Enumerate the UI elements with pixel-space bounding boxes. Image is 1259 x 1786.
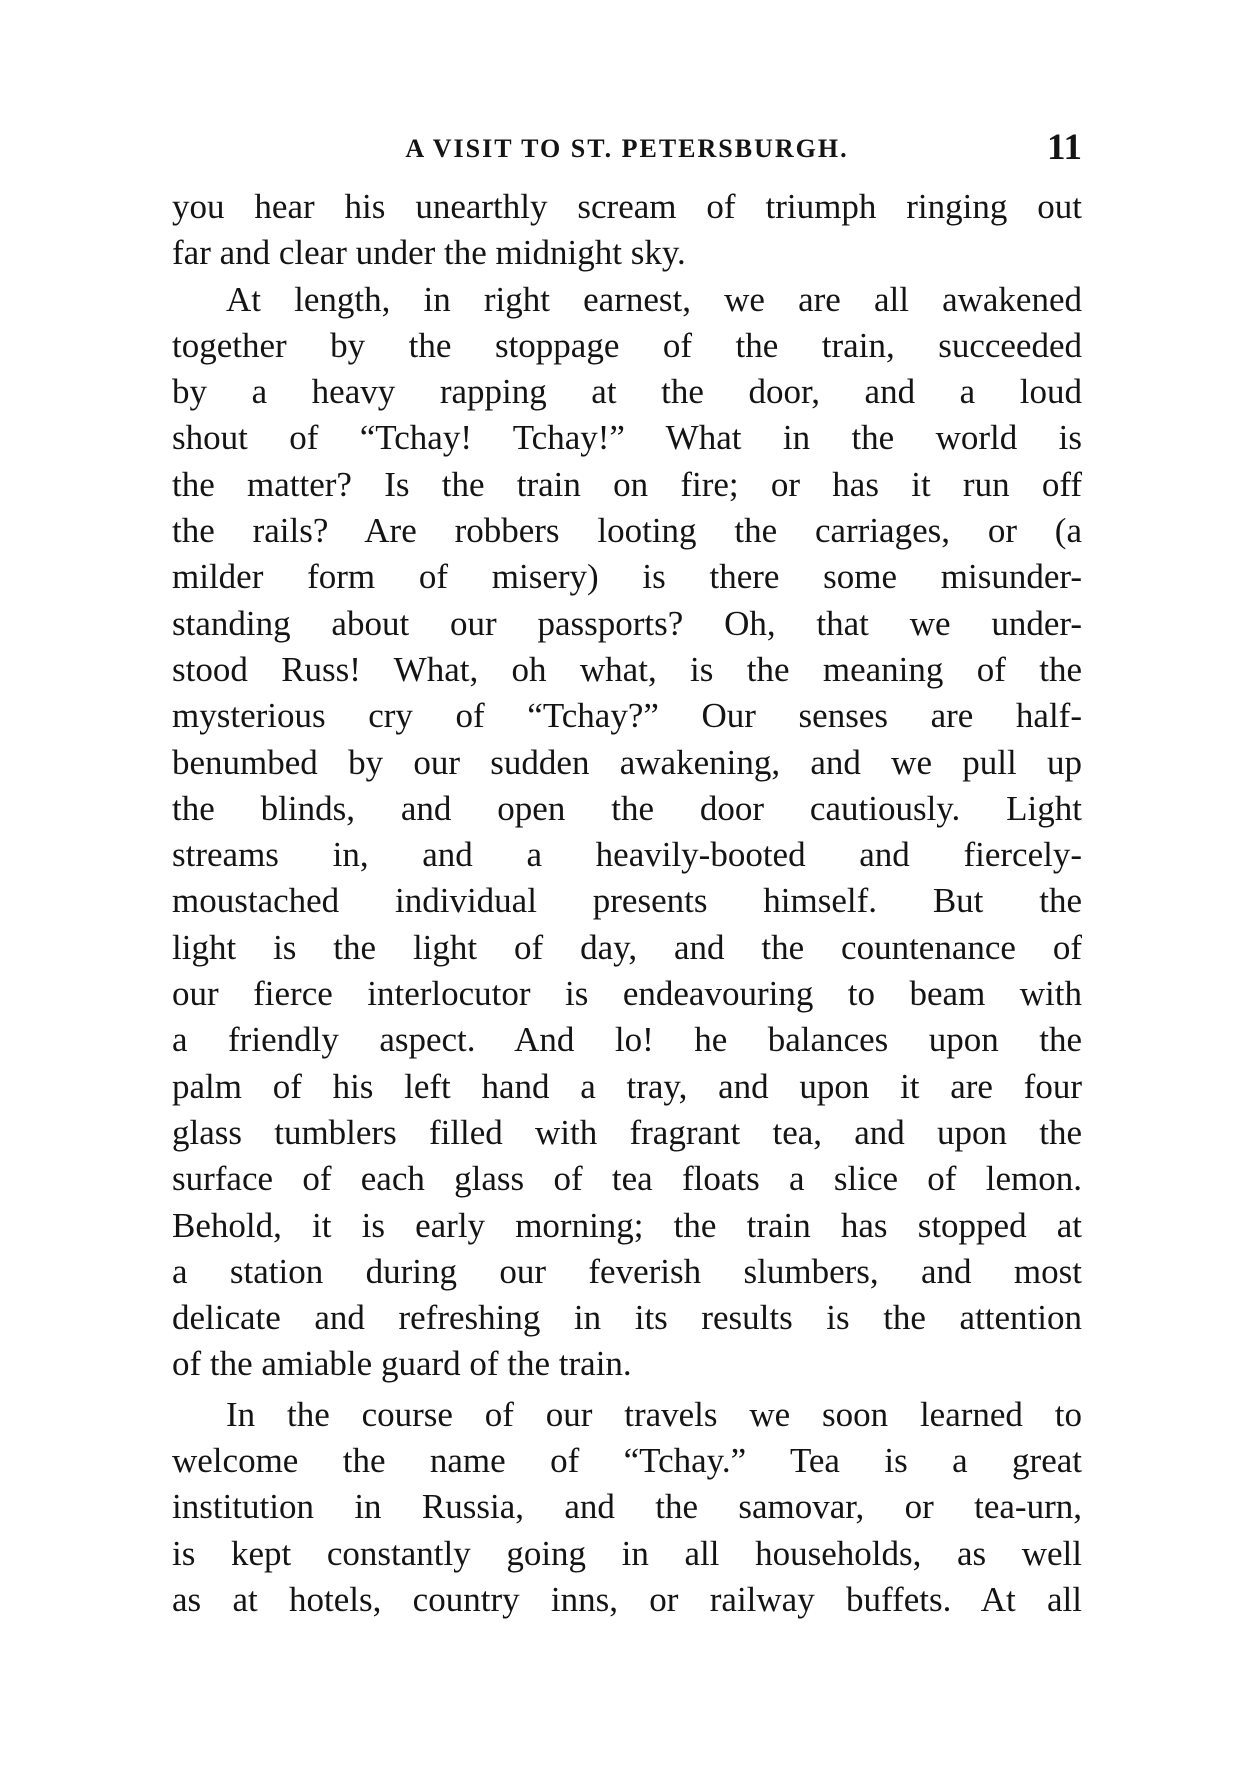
- text-line: is kept constantly going in all households, as well: [172, 1533, 1082, 1573]
- paragraph: [172, 184, 1082, 277]
- paragraph: [172, 277, 1082, 1388]
- text-line: mysterious cry of “Tchay?” Our senses are half-: [172, 696, 1082, 736]
- text-line: institution in Russia, and the samovar, or tea-urn,: [172, 1487, 1082, 1527]
- text-line: milder form of misery) is there some misunder-: [172, 557, 1082, 597]
- text-line: the blinds, and open the door cautiously. Light: [172, 788, 1082, 828]
- text-line: our fierce interlocutor is endeavouring to beam with: [172, 974, 1082, 1014]
- text-line: light is the light of day, and the countenance of: [172, 927, 1082, 967]
- text-line: In the course of our travels we soon learned to: [226, 1394, 1082, 1434]
- text-line: by a heavy rapping at the door, and a loud: [172, 372, 1082, 412]
- text-line: of the amiable guard of the train.: [172, 1344, 632, 1384]
- text-line: far and clear under the midnight sky.: [172, 233, 686, 273]
- running-head: [172, 120, 1082, 184]
- text-line: standing about our passports? Oh, that we under-: [172, 603, 1082, 643]
- text-line: delicate and refreshing in its results is the attention: [172, 1298, 1082, 1338]
- text-line: the rails? Are robbers looting the carriages, or (a: [172, 511, 1082, 551]
- text-line: At length, in right earnest, we are all awakened: [226, 279, 1082, 319]
- text-line: moustached individual presents himself. But the: [172, 881, 1082, 921]
- text-line: streams in, and a heavily-booted and fiercely-: [172, 835, 1082, 875]
- paragraph: [172, 1392, 1082, 1623]
- text-line: benumbed by our sudden awakening, and we pull up: [172, 742, 1082, 782]
- text-line: the matter? Is the train on fire; or has it run off: [172, 464, 1082, 504]
- text-line: shout of “Tchay! Tchay!” What in the world is: [172, 418, 1082, 458]
- page-number: 11: [1047, 127, 1082, 168]
- text-line: a station during our feverish slumbers, and most: [172, 1251, 1082, 1291]
- text-line: a friendly aspect. And lo! he balances upon the: [172, 1020, 1082, 1060]
- text-line: stood Russ! What, oh what, is the meaning of the: [172, 649, 1082, 689]
- text-line: surface of each glass of tea floats a slice of lemon.: [172, 1159, 1082, 1199]
- running-title: A VISIT TO ST. PETERSBURGH.: [405, 134, 849, 163]
- text-line: glass tumblers filled with fragrant tea, and upon the: [172, 1112, 1082, 1152]
- book-page: [172, 120, 1082, 1623]
- text-line: welcome the name of “Tchay.” Tea is a great: [172, 1441, 1082, 1481]
- text-line: Behold, it is early morning; the train has stopped at: [172, 1205, 1082, 1245]
- text-line: as at hotels, country inns, or railway buffets. At all: [172, 1579, 1082, 1619]
- body-text: [172, 184, 1082, 1623]
- text-line: palm of his left hand a tray, and upon it are four: [172, 1066, 1082, 1106]
- text-line: together by the stoppage of the train, succeeded: [172, 325, 1082, 365]
- text-line: you hear his unearthly scream of triumph ringing out: [172, 187, 1082, 226]
